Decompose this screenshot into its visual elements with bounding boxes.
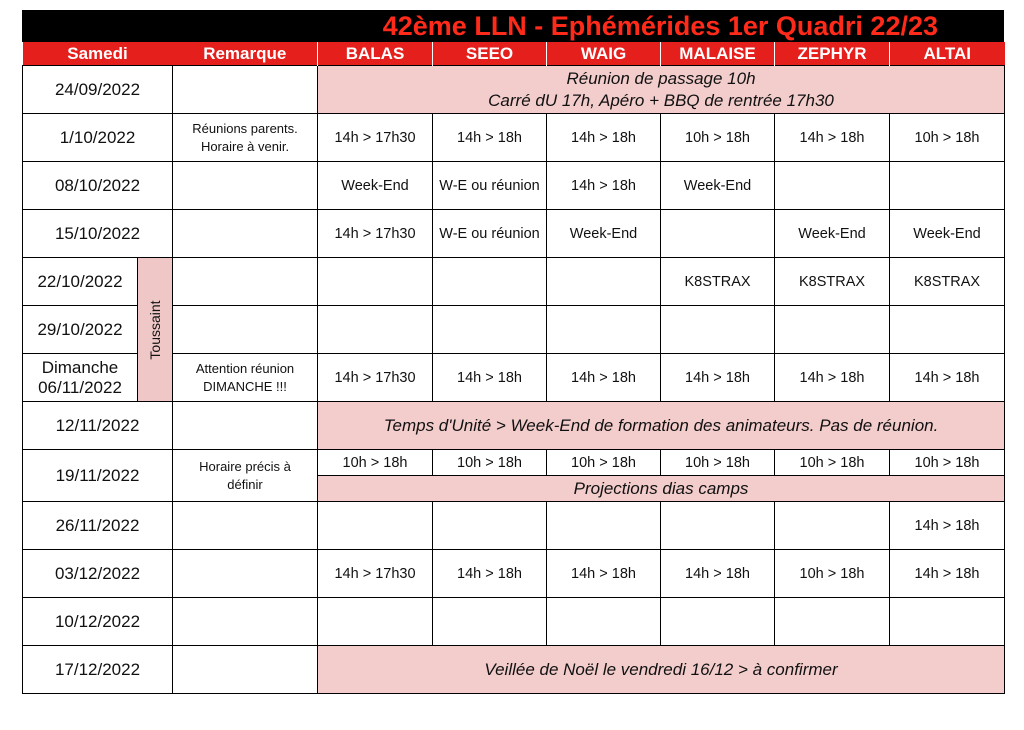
schedule-cell: 14h > 17h30 [318, 114, 433, 162]
event-cell: Projections dias camps [318, 476, 1005, 502]
table-row [23, 258, 1005, 306]
column-header-altai: ALTAI [890, 42, 1005, 66]
column-header-malaise: MALAISE [661, 42, 775, 66]
schedule-cell [890, 306, 1005, 354]
schedule-cell [318, 306, 433, 354]
table-row [23, 550, 1005, 598]
schedule-cell: 10h > 18h [661, 114, 775, 162]
date-cell: 03/12/2022 [23, 550, 173, 598]
schedule-cell: 10h > 18h [547, 450, 661, 476]
schedule-cell: Week-End [547, 210, 661, 258]
table-row [23, 66, 1005, 114]
schedule-cell: K8STRAX [890, 258, 1005, 306]
remark-cell [173, 162, 318, 210]
schedule-cell: 10h > 18h [890, 450, 1005, 476]
date-cell: 15/10/2022 [23, 210, 173, 258]
schedule-cell: 14h > 18h [661, 354, 775, 402]
schedule-cell [547, 502, 661, 550]
remark-line: DIMANCHE !!! [203, 378, 287, 394]
schedule-cell: K8STRAX [661, 258, 775, 306]
date-cell: 12/11/2022 [23, 402, 173, 450]
remark-line: définir [227, 476, 263, 492]
remark-line: Horaire précis à [199, 458, 291, 474]
schedule-cell: 14h > 18h [890, 550, 1005, 598]
schedule-table [22, 42, 1005, 694]
toussaint-label: Toussaint [147, 299, 163, 360]
schedule-cell [547, 306, 661, 354]
remark-cell [173, 66, 318, 114]
table-row [23, 598, 1005, 646]
table-row [23, 162, 1005, 210]
schedule-cell [547, 258, 661, 306]
schedule-cell: 14h > 17h30 [318, 354, 433, 402]
schedule-cell: 10h > 18h [433, 450, 547, 476]
remark-cell [173, 402, 318, 450]
remark-cell [173, 306, 318, 354]
header-row [23, 42, 1005, 66]
schedule-cell: 14h > 18h [547, 354, 661, 402]
schedule-cell: 10h > 18h [318, 450, 433, 476]
event-cell: Veillée de Noël le vendredi 16/12 > à confirmer [318, 646, 1005, 694]
remark-cell [173, 450, 318, 502]
schedule-cell [433, 502, 547, 550]
page-title: 42ème LLN - Ephémérides 1er Quadri 22/23 [382, 11, 938, 41]
date-cell [23, 354, 138, 402]
date-cell: 29/10/2022 [23, 306, 138, 354]
remark-line: Attention réunion [195, 360, 295, 376]
schedule-cell: K8STRAX [775, 258, 890, 306]
date-cell: 08/10/2022 [23, 162, 173, 210]
schedule-cell: 10h > 18h [890, 114, 1005, 162]
schedule-cell [661, 210, 775, 258]
schedule-cell: 10h > 18h [661, 450, 775, 476]
column-header-zephyr: ZEPHYR [775, 42, 890, 66]
table-row [23, 502, 1005, 550]
schedule-cell: 14h > 18h [890, 502, 1005, 550]
schedule-cell: 14h > 18h [661, 550, 775, 598]
schedule-cell [318, 598, 433, 646]
date-line: 06/11/2022 [38, 377, 122, 397]
schedule-cell [775, 162, 890, 210]
remark-cell [173, 210, 318, 258]
table-row [23, 450, 1005, 476]
schedule-cell [433, 258, 547, 306]
schedule-cell: Week-End [775, 210, 890, 258]
column-header-seeo: SEEO [433, 42, 547, 66]
schedule-cell: 14h > 18h [775, 114, 890, 162]
schedule-cell: 14h > 18h [433, 354, 547, 402]
schedule-cell [318, 258, 433, 306]
column-header-remarque: Remarque [173, 42, 318, 66]
schedule-cell [661, 598, 775, 646]
date-cell: 1/10/2022 [23, 114, 173, 162]
event-line: Carré dU 17h, Apéro + BBQ de rentrée 17h30 [488, 90, 834, 110]
remark-cell [173, 354, 318, 402]
table-row [23, 646, 1005, 694]
date-cell: 10/12/2022 [23, 598, 173, 646]
date-cell: 24/09/2022 [23, 66, 173, 114]
schedule-cell: 14h > 17h30 [318, 550, 433, 598]
schedule-cell: Week-End [318, 162, 433, 210]
schedule-cell [547, 598, 661, 646]
schedule-cell: Week-End [890, 210, 1005, 258]
title-bar [22, 10, 1004, 42]
remark-line: Horaire à venir. [200, 138, 290, 154]
event-line: Réunion de passage 10h [566, 68, 756, 88]
schedule-cell: 14h > 18h [547, 162, 661, 210]
date-line: Dimanche [41, 357, 119, 377]
date-cell: 22/10/2022 [23, 258, 138, 306]
toussaint-band [138, 258, 173, 402]
table-row [23, 210, 1005, 258]
table-row [23, 402, 1005, 450]
schedule-cell [318, 502, 433, 550]
schedule-cell: 10h > 18h [775, 550, 890, 598]
column-header-samedi: Samedi [23, 42, 173, 66]
event-cell [318, 66, 1005, 114]
date-cell: 26/11/2022 [23, 502, 173, 550]
remark-cell [173, 646, 318, 694]
schedule-cell [661, 306, 775, 354]
table-row [23, 114, 1005, 162]
schedule-cell: 14h > 18h [547, 114, 661, 162]
schedule-cell: W-E ou réunion [433, 162, 547, 210]
schedule-cell: W-E ou réunion [433, 210, 547, 258]
remark-cell [173, 550, 318, 598]
schedule-cell: 14h > 18h [433, 114, 547, 162]
schedule-cell: 10h > 18h [775, 450, 890, 476]
schedule-cell [775, 598, 890, 646]
schedule-cell: 14h > 18h [890, 354, 1005, 402]
schedule-cell [775, 306, 890, 354]
schedule-cell [433, 598, 547, 646]
schedule-cell: 14h > 18h [547, 550, 661, 598]
remark-cell [173, 258, 318, 306]
schedule-cell [775, 502, 890, 550]
schedule-cell [433, 306, 547, 354]
schedule-cell [661, 502, 775, 550]
remark-cell [173, 502, 318, 550]
remark-line: Réunions parents. [192, 120, 298, 136]
column-header-waig: WAIG [547, 42, 661, 66]
remark-cell [173, 598, 318, 646]
schedule-cell: 14h > 17h30 [318, 210, 433, 258]
schedule-cell: 14h > 18h [775, 354, 890, 402]
remark-cell [173, 114, 318, 162]
date-cell: 19/11/2022 [23, 450, 173, 502]
schedule-cell: Week-End [661, 162, 775, 210]
event-cell: Temps d'Unité > Week-End de formation des animateurs. Pas de réunion. [318, 402, 1005, 450]
schedule-cell: 14h > 18h [433, 550, 547, 598]
schedule-sheet [22, 10, 1004, 694]
column-header-balas: BALAS [318, 42, 433, 66]
schedule-cell [890, 162, 1005, 210]
schedule-cell [890, 598, 1005, 646]
date-cell: 17/12/2022 [23, 646, 173, 694]
